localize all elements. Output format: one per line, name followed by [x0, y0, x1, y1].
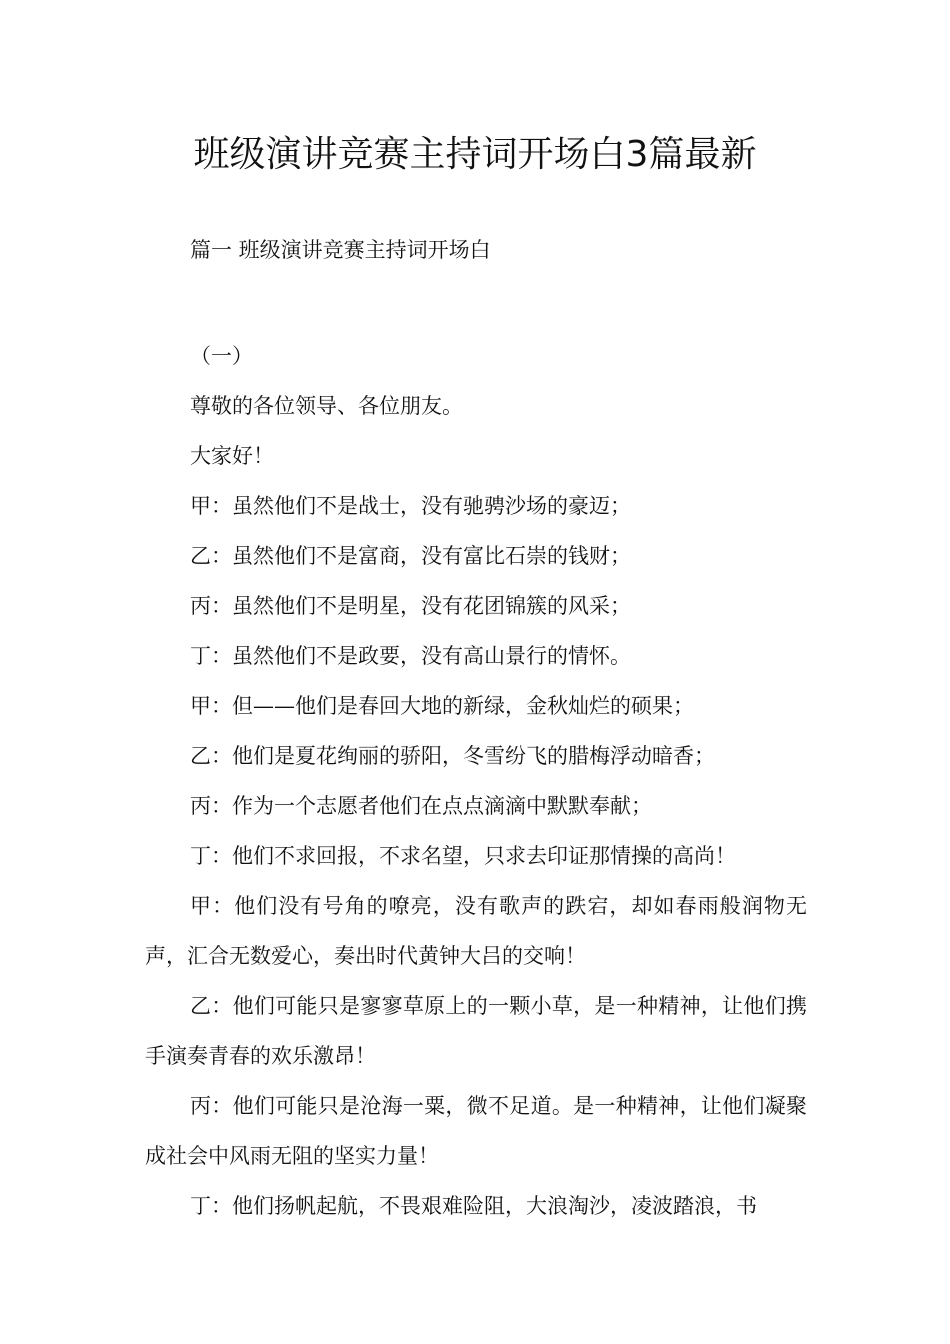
paragraph: 尊敬的各位领导、各位朋友。	[190, 394, 463, 418]
paragraph: （一）	[190, 344, 253, 368]
paragraph: 大家好！	[190, 444, 274, 468]
paragraph: 丙：虽然他们不是明星，没有花团锦簇的风采；	[190, 594, 631, 618]
paragraph: 丙：作为一个志愿者他们在点点滴滴中默默奉献；	[190, 794, 652, 818]
paragraph: 乙：虽然他们不是富商，没有富比石崇的钱财；	[190, 544, 631, 568]
section-heading: 篇一 班级演讲竞赛主持词开场白	[190, 238, 491, 262]
paragraph: 甲：他们没有号角的嘹亮，没有歌声的跌宕，却如春雨般润物无声，汇合无数爱心，奏出时代黄钟大吕的交响！	[145, 894, 807, 968]
paragraph: 甲：但——他们是春回大地的新绿，金秋灿烂的硕果；	[190, 694, 694, 718]
document-body	[145, 331, 807, 1231]
paragraph: 乙：他们是夏花绚丽的骄阳，冬雪纷飞的腊梅浮动暗香；	[190, 744, 715, 768]
paragraph: 丙：他们可能只是沧海一粟，微不足道。是一种精神，让他们凝聚成社会中风雨无阻的坚实力量！	[145, 1094, 807, 1168]
paragraph: 乙：他们可能只是寥寥草原上的一颗小草，是一种精神，让他们携手演奏青春的欢乐激昂！	[145, 994, 807, 1068]
paragraph: 丁：虽然他们不是政要，没有高山景行的情怀。	[190, 644, 631, 668]
paragraph: 丁：他们扬帆起航，不畏艰难险阻，大浪淘沙，凌波踏浪，书	[190, 1194, 757, 1218]
document-title: 班级演讲竞赛主持词开场白3篇最新	[193, 134, 757, 175]
paragraph: 丁：他们不求回报，不求名望，只求去印证那情操的高尚！	[190, 844, 736, 868]
paragraph: 甲：虽然他们不是战士，没有驰骋沙场的豪迈；	[190, 494, 631, 518]
